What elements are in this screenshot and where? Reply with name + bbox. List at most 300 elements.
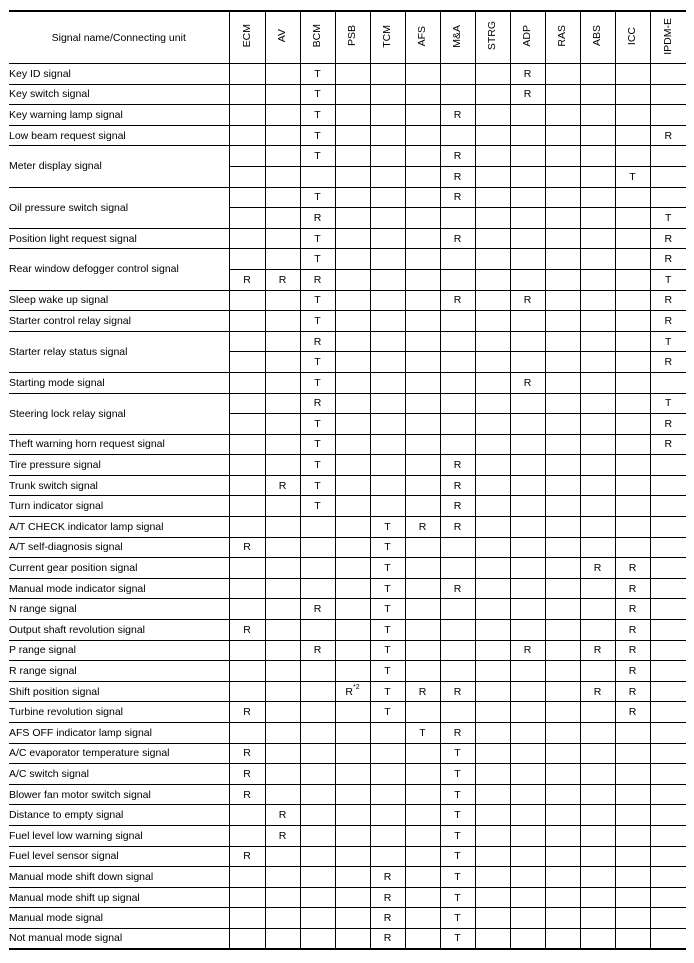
cell-value: R <box>383 891 392 904</box>
cell-av <box>265 620 300 641</box>
table-row <box>9 578 686 599</box>
cell-av <box>265 784 300 805</box>
cell-ecm <box>229 146 265 167</box>
cell-bcm <box>300 228 335 249</box>
cell-ecm <box>229 867 265 888</box>
cell-psb <box>335 208 370 229</box>
cell-psb <box>335 661 370 682</box>
table-row <box>9 661 686 682</box>
cell-ecm <box>229 208 265 229</box>
cell-abs <box>580 867 615 888</box>
cell-value: T <box>314 438 321 451</box>
unit-header-ipdm-e <box>650 11 686 64</box>
cell-abs <box>580 290 615 311</box>
cell-icc <box>615 372 650 393</box>
cell-psb <box>335 599 370 620</box>
cell-ecm <box>229 496 265 517</box>
cell-tcm <box>370 702 405 723</box>
cell-manda <box>440 661 475 682</box>
table-row <box>9 908 686 929</box>
cell-icc <box>615 764 650 785</box>
cell-ecm <box>229 517 265 538</box>
cell-adp <box>510 599 545 620</box>
cell-abs <box>580 311 615 332</box>
cell-ecm <box>229 681 265 702</box>
table-row <box>9 846 686 867</box>
cell-ecm <box>229 311 265 332</box>
cell-manda <box>440 496 475 517</box>
cell-value: R <box>628 706 637 719</box>
unit-header-label: STRG <box>486 21 499 51</box>
cell-ipdm-e <box>650 681 686 702</box>
cell-value: R <box>664 253 673 266</box>
cell-value: R <box>628 685 637 698</box>
cell-manda <box>440 475 475 496</box>
cell-adp <box>510 805 545 826</box>
cell-icc <box>615 805 650 826</box>
cell-strg <box>475 928 510 949</box>
table-row <box>9 496 686 517</box>
cell-value: R <box>313 335 322 348</box>
cell-value: T <box>314 479 321 492</box>
cell-strg <box>475 743 510 764</box>
cell-value: R <box>278 809 287 822</box>
cell-av <box>265 290 300 311</box>
cell-av <box>265 331 300 352</box>
cell-ipdm-e <box>650 269 686 290</box>
cell-icc <box>615 414 650 435</box>
cell-value: T <box>314 417 321 430</box>
cell-bcm <box>300 661 335 682</box>
table-row <box>9 372 686 393</box>
cell-strg <box>475 249 510 270</box>
cell-strg <box>475 331 510 352</box>
cell-bcm <box>300 640 335 661</box>
cell-manda <box>440 414 475 435</box>
cell-strg <box>475 908 510 929</box>
cell-adp <box>510 84 545 105</box>
cell-abs <box>580 166 615 187</box>
cell-afs <box>405 125 440 146</box>
cell-ras <box>545 784 580 805</box>
cell-strg <box>475 269 510 290</box>
table-row <box>9 537 686 558</box>
cell-value: T <box>384 644 391 657</box>
signal-name: Manual mode shift down signal <box>9 867 229 888</box>
cell-av <box>265 434 300 455</box>
cell-value: R <box>243 767 251 780</box>
cell-adp <box>510 887 545 908</box>
cell-adp <box>510 475 545 496</box>
cell-av <box>265 208 300 229</box>
cell-av <box>265 166 300 187</box>
cell-bcm <box>300 846 335 867</box>
unit-header-abs <box>580 11 615 64</box>
unit-header-label: TCM <box>381 24 394 48</box>
signal-table-sheet <box>9 10 685 950</box>
cell-tcm <box>370 125 405 146</box>
cell-tcm <box>370 496 405 517</box>
cell-value: T <box>384 520 391 533</box>
cell-abs <box>580 517 615 538</box>
unit-header-label: PSB <box>346 25 359 47</box>
cell-ipdm-e <box>650 187 686 208</box>
cell-value: R <box>453 479 462 492</box>
cell-ras <box>545 537 580 558</box>
cell-abs <box>580 743 615 764</box>
cell-adp <box>510 105 545 126</box>
cell-bcm <box>300 805 335 826</box>
cell-afs <box>405 146 440 167</box>
cell-manda <box>440 908 475 929</box>
cell-afs <box>405 187 440 208</box>
signal-name: Meter display signal <box>9 146 229 187</box>
cell-abs <box>580 496 615 517</box>
cell-strg <box>475 784 510 805</box>
cell-afs <box>405 64 440 85</box>
cell-value: T <box>314 150 321 163</box>
footnote-marker: *2 <box>352 683 360 691</box>
cell-value: R <box>523 67 532 80</box>
table-row <box>9 187 686 208</box>
cell-tcm <box>370 331 405 352</box>
cell-strg <box>475 414 510 435</box>
cell-ipdm-e <box>650 105 686 126</box>
cell-psb <box>335 517 370 538</box>
cell-icc <box>615 393 650 414</box>
cell-ras <box>545 681 580 702</box>
cell-icc <box>615 64 650 85</box>
cell-adp <box>510 723 545 744</box>
cell-afs <box>405 661 440 682</box>
cell-icc <box>615 187 650 208</box>
cell-ras <box>545 908 580 929</box>
cell-manda <box>440 352 475 373</box>
cell-icc <box>615 702 650 723</box>
cell-value: R <box>453 150 462 163</box>
cell-adp <box>510 228 545 249</box>
table-row <box>9 887 686 908</box>
cell-icc <box>615 166 650 187</box>
cell-ipdm-e <box>650 578 686 599</box>
cell-psb <box>335 311 370 332</box>
cell-tcm <box>370 372 405 393</box>
cell-adp <box>510 146 545 167</box>
cell-av <box>265 537 300 558</box>
cell-ipdm-e <box>650 64 686 85</box>
table-row <box>9 928 686 949</box>
cell-manda <box>440 887 475 908</box>
cell-afs <box>405 455 440 476</box>
table-row <box>9 475 686 496</box>
cell-av <box>265 414 300 435</box>
cell-value: R <box>453 520 462 533</box>
cell-manda <box>440 105 475 126</box>
cell-value: T <box>665 397 672 410</box>
cell-ras <box>545 331 580 352</box>
cell-value: T <box>454 850 461 863</box>
cell-afs <box>405 517 440 538</box>
cell-strg <box>475 372 510 393</box>
cell-tcm <box>370 146 405 167</box>
cell-psb <box>335 146 370 167</box>
cell-adp <box>510 372 545 393</box>
signal-name: Manual mode indicator signal <box>9 578 229 599</box>
cell-manda <box>440 393 475 414</box>
cell-afs <box>405 784 440 805</box>
cell-ecm <box>229 187 265 208</box>
cell-value: R <box>418 520 427 533</box>
cell-ecm <box>229 249 265 270</box>
cell-value: T <box>629 170 636 183</box>
cell-psb <box>335 228 370 249</box>
cell-psb <box>335 352 370 373</box>
cell-value: T <box>454 870 461 883</box>
cell-tcm <box>370 517 405 538</box>
cell-ecm <box>229 166 265 187</box>
cell-manda <box>440 599 475 620</box>
cell-strg <box>475 125 510 146</box>
cell-bcm <box>300 599 335 620</box>
cell-icc <box>615 269 650 290</box>
cell-av <box>265 867 300 888</box>
cell-tcm <box>370 537 405 558</box>
cell-psb <box>335 434 370 455</box>
cell-manda <box>440 764 475 785</box>
cell-value: R <box>345 685 353 698</box>
signal-name: Blower fan motor switch signal <box>9 784 229 805</box>
unit-header-manda <box>440 11 475 64</box>
cell-icc <box>615 125 650 146</box>
cell-value: T <box>314 108 321 121</box>
cell-value: T <box>384 541 391 554</box>
cell-afs <box>405 290 440 311</box>
table-row <box>9 105 686 126</box>
cell-manda <box>440 84 475 105</box>
cell-ipdm-e <box>650 908 686 929</box>
table-row <box>9 867 686 888</box>
cell-strg <box>475 146 510 167</box>
cell-adp <box>510 784 545 805</box>
cell-bcm <box>300 249 335 270</box>
unit-header-av <box>265 11 300 64</box>
cell-manda <box>440 517 475 538</box>
cell-adp <box>510 455 545 476</box>
cell-value: T <box>665 211 672 224</box>
cell-ipdm-e <box>650 558 686 579</box>
cell-av <box>265 743 300 764</box>
cell-afs <box>405 537 440 558</box>
cell-adp <box>510 64 545 85</box>
cell-adp <box>510 496 545 517</box>
cell-value: R <box>243 273 251 286</box>
table-row <box>9 702 686 723</box>
signal-name: A/T self-diagnosis signal <box>9 537 229 558</box>
cell-psb <box>335 331 370 352</box>
cell-afs <box>405 372 440 393</box>
cell-bcm <box>300 414 335 435</box>
cell-av <box>265 393 300 414</box>
cell-tcm <box>370 825 405 846</box>
cell-value: R <box>313 397 322 410</box>
cell-value: T <box>419 726 426 739</box>
cell-strg <box>475 352 510 373</box>
cell-manda <box>440 784 475 805</box>
cell-value: R <box>523 88 532 101</box>
cell-av <box>265 187 300 208</box>
cell-tcm <box>370 434 405 455</box>
cell-adp <box>510 764 545 785</box>
cell-value: T <box>384 665 391 678</box>
table-row <box>9 825 686 846</box>
signal-name: Output shaft revolution signal <box>9 620 229 641</box>
cell-tcm <box>370 846 405 867</box>
cell-bcm <box>300 208 335 229</box>
cell-icc <box>615 228 650 249</box>
cell-manda <box>440 537 475 558</box>
cell-strg <box>475 475 510 496</box>
cell-abs <box>580 269 615 290</box>
cell-value: R <box>243 541 251 554</box>
signal-name: Shift position signal <box>9 681 229 702</box>
cell-afs <box>405 434 440 455</box>
cell-adp <box>510 578 545 599</box>
cell-psb <box>335 743 370 764</box>
cell-value: R <box>664 314 673 327</box>
cell-strg <box>475 702 510 723</box>
cell-icc <box>615 599 650 620</box>
table-row <box>9 743 686 764</box>
cell-icc <box>615 311 650 332</box>
cell-icc <box>615 84 650 105</box>
cell-av <box>265 640 300 661</box>
cell-abs <box>580 928 615 949</box>
cell-adp <box>510 269 545 290</box>
table-row <box>9 331 686 352</box>
unit-header-bcm <box>300 11 335 64</box>
cell-icc <box>615 578 650 599</box>
signal-name: Theft warning horn request signal <box>9 434 229 455</box>
cell-ipdm-e <box>650 434 686 455</box>
cell-abs <box>580 578 615 599</box>
cell-manda <box>440 146 475 167</box>
cell-bcm <box>300 558 335 579</box>
cell-ipdm-e <box>650 393 686 414</box>
cell-manda <box>440 455 475 476</box>
signal-name: Current gear position signal <box>9 558 229 579</box>
cell-strg <box>475 558 510 579</box>
cell-abs <box>580 784 615 805</box>
cell-ras <box>545 208 580 229</box>
cell-av <box>265 681 300 702</box>
cell-tcm <box>370 723 405 744</box>
cell-tcm <box>370 393 405 414</box>
cell-bcm <box>300 372 335 393</box>
cell-adp <box>510 208 545 229</box>
signal-name: Low beam request signal <box>9 125 229 146</box>
cell-bcm <box>300 908 335 929</box>
signal-name: Oil pressure switch signal <box>9 187 229 228</box>
cell-ecm <box>229 784 265 805</box>
cell-afs <box>405 640 440 661</box>
cell-ras <box>545 228 580 249</box>
cell-ras <box>545 64 580 85</box>
cell-strg <box>475 496 510 517</box>
cell-ecm <box>229 414 265 435</box>
cell-value: R <box>243 850 251 863</box>
cell-icc <box>615 640 650 661</box>
unit-header-label: AV <box>276 29 289 43</box>
cell-icc <box>615 681 650 702</box>
table-row <box>9 599 686 620</box>
cell-strg <box>475 537 510 558</box>
unit-header-label: AFS <box>416 25 429 47</box>
cell-ecm <box>229 846 265 867</box>
cell-afs <box>405 166 440 187</box>
cell-icc <box>615 537 650 558</box>
signal-rows <box>9 64 686 950</box>
cell-icc <box>615 867 650 888</box>
cell-abs <box>580 599 615 620</box>
cell-value: R <box>453 582 462 595</box>
table-row <box>9 393 686 414</box>
table-row <box>9 64 686 85</box>
cell-manda <box>440 846 475 867</box>
cell-psb <box>335 496 370 517</box>
cell-psb <box>335 578 370 599</box>
cell-value: R <box>453 685 462 698</box>
cell-value: R <box>278 829 287 842</box>
cell-bcm <box>300 867 335 888</box>
cell-bcm <box>300 825 335 846</box>
cell-manda <box>440 805 475 826</box>
cell-bcm <box>300 702 335 723</box>
cell-icc <box>615 290 650 311</box>
unit-header-icc <box>615 11 650 64</box>
cell-psb <box>335 84 370 105</box>
cell-ecm <box>229 805 265 826</box>
cell-value: R <box>243 788 251 801</box>
cell-afs <box>405 496 440 517</box>
cell-bcm <box>300 331 335 352</box>
corner-label: Signal name/Connecting unit <box>9 11 229 64</box>
signal-name: Sleep wake up signal <box>9 290 229 311</box>
cell-ecm <box>229 887 265 908</box>
cell-manda <box>440 372 475 393</box>
cell-value: R <box>453 500 462 513</box>
cell-av <box>265 475 300 496</box>
cell-strg <box>475 105 510 126</box>
cell-afs <box>405 331 440 352</box>
cell-av <box>265 558 300 579</box>
table-row <box>9 311 686 332</box>
cell-tcm <box>370 681 405 702</box>
cell-afs <box>405 743 440 764</box>
cell-manda <box>440 640 475 661</box>
cell-value: T <box>314 191 321 204</box>
signal-name: Starter control relay signal <box>9 311 229 332</box>
cell-ecm <box>229 620 265 641</box>
unit-header-psb <box>335 11 370 64</box>
cell-value: R <box>453 459 462 472</box>
cell-ecm <box>229 764 265 785</box>
cell-av <box>265 825 300 846</box>
cell-av <box>265 846 300 867</box>
cell-value: T <box>384 706 391 719</box>
cell-icc <box>615 475 650 496</box>
cell-av <box>265 105 300 126</box>
cell-psb <box>335 723 370 744</box>
